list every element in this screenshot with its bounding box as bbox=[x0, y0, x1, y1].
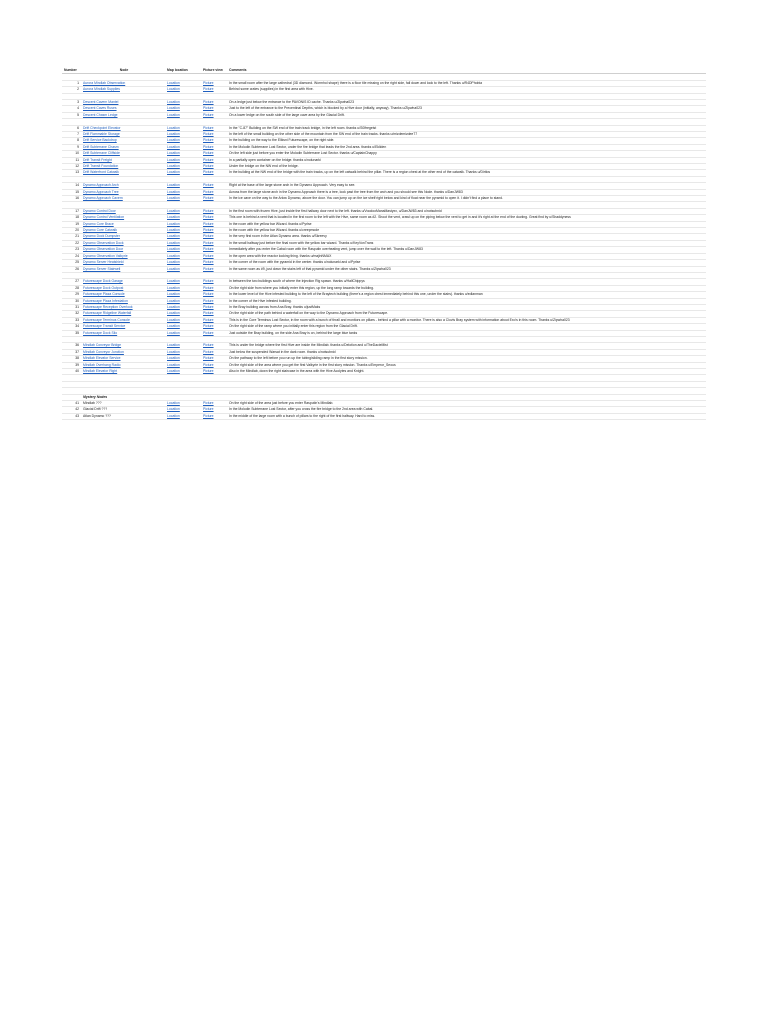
node-name-link[interactable]: Dynamo Approach Arch bbox=[83, 183, 119, 188]
location-link[interactable]: Location bbox=[167, 362, 180, 367]
comment-cell: On the right side of the area where you get the first Valkyrie in the first story mission. Thanks u/Emperor_Seous bbox=[228, 362, 706, 368]
column-header-picture-view: Picture view bbox=[202, 68, 228, 74]
comment-cell: In a partially open container on the bridge. thanks u/nolunarki bbox=[228, 157, 706, 163]
node-name-link[interactable]: Dynamo Server Stairwell bbox=[83, 266, 121, 271]
comment-cell: On the right side from where you initially enter this region, up the long ramp towards the building. bbox=[228, 285, 706, 291]
node-name-link[interactable]: Mindlab Elevator Right bbox=[83, 368, 118, 373]
picture-link[interactable]: Picture bbox=[203, 80, 214, 85]
location-link[interactable]: Location bbox=[167, 144, 180, 149]
comment-cell: In the middle of the large room with a bunch of pillars to the right of the first hallway. Hard to miss. bbox=[228, 413, 706, 419]
node-number: 12 bbox=[62, 164, 82, 170]
location-link[interactable]: Location bbox=[167, 157, 180, 162]
comment-cell: This is in the Core Terminus Lost Sector, in the room with a bunch of thrall and monitors on pillars - behind a pillar with a monitor. There is also a Clovis Bray system with information about Exo's in this room. Thanks u/Zipwha023 bbox=[228, 317, 706, 323]
picture-link[interactable]: Picture bbox=[203, 234, 214, 239]
location-link[interactable]: Location bbox=[167, 279, 180, 284]
node-number: 29 bbox=[62, 292, 82, 298]
location-link[interactable]: Location bbox=[167, 311, 180, 316]
picture-link[interactable]: Picture bbox=[203, 279, 214, 284]
node-number: 19 bbox=[62, 221, 82, 227]
comment-cell: Right at the base of the large stone arch in the Dynamo Approach. Very easy to see. bbox=[228, 183, 706, 189]
node-number: 43 bbox=[62, 413, 82, 419]
comment-cell: In the corner of the Hive infested building. bbox=[228, 298, 706, 304]
node-name-link[interactable]: Dynamo Server Heatshield bbox=[83, 260, 124, 265]
location-link[interactable]: Location bbox=[167, 196, 180, 201]
comment-cell: In the "C-87" Building on the SW end of the train track bridge, in the left room. thanks u/S0lfregeist bbox=[228, 125, 706, 131]
node-name-link[interactable]: Dynamo Core Brace bbox=[83, 221, 114, 226]
node-name-link[interactable]: Dynamo Dock Dumpster bbox=[83, 234, 120, 239]
location-link[interactable]: Location bbox=[167, 324, 180, 329]
node-number: 15 bbox=[62, 189, 82, 195]
picture-link[interactable]: Picture bbox=[203, 164, 214, 169]
node-name-link[interactable]: Futurescape Reception Overlook bbox=[83, 304, 133, 309]
node-number: 26 bbox=[62, 266, 82, 272]
node-number: 34 bbox=[62, 324, 82, 330]
node-number: 4 bbox=[62, 106, 82, 112]
location-link[interactable]: Location bbox=[167, 317, 180, 322]
node-name-link[interactable]: Drift Waterfront Catwalk bbox=[83, 170, 119, 175]
node-name: Mindlab ??? bbox=[82, 400, 166, 406]
picture-link[interactable]: Picture bbox=[203, 208, 214, 213]
picture-link[interactable]: Picture bbox=[203, 151, 214, 156]
picture-link[interactable]: Picture bbox=[203, 362, 214, 367]
location-link[interactable]: Location bbox=[167, 132, 180, 137]
node-name-link[interactable]: Dynamo Approach Cavern bbox=[83, 196, 123, 201]
comment-cell: On the right side of the ramp where you initially enter this region from the Glacial Drift. bbox=[228, 324, 706, 330]
picture-link[interactable]: Picture bbox=[203, 240, 214, 245]
node-name-link[interactable]: Drift Flammable Storage bbox=[83, 132, 120, 137]
node-number: 13 bbox=[62, 170, 82, 176]
comment-cell: In the same room as #9, just down the stairs left of that pyramid under the other stairs. Thanks u/Zipwha023 bbox=[228, 266, 706, 272]
comment-cell: In the Bray building across from Ana Bray. thanks u/justMaks bbox=[228, 304, 706, 310]
location-link[interactable]: Location bbox=[167, 221, 180, 226]
picture-link[interactable]: Picture bbox=[203, 247, 214, 252]
location-link[interactable]: Location bbox=[167, 298, 180, 303]
column-header-number: Number bbox=[62, 68, 82, 74]
comment-cell: In the Molodin Subterrane Lost Sector, after you cross the fire bridge to the 2nd area with Cabal. bbox=[228, 407, 706, 413]
picture-link[interactable]: Picture bbox=[203, 132, 214, 137]
node-name-link[interactable]: Aurora Mindlab Supplies bbox=[83, 87, 120, 92]
picture-link[interactable]: Picture bbox=[203, 170, 214, 175]
node-number: 28 bbox=[62, 285, 82, 291]
node-number: 39 bbox=[62, 362, 82, 368]
picture-link[interactable]: Picture bbox=[203, 292, 214, 297]
location-link[interactable]: Location bbox=[167, 400, 180, 405]
node-number: 6 bbox=[62, 125, 82, 131]
location-link[interactable]: Location bbox=[167, 80, 180, 85]
picture-link[interactable]: Picture bbox=[203, 112, 214, 117]
location-link[interactable]: Location bbox=[167, 100, 180, 104]
location-link[interactable]: Location bbox=[167, 349, 180, 354]
node-number: 17 bbox=[62, 208, 82, 214]
node-number: 40 bbox=[62, 368, 82, 374]
column-header-map-location: Map location bbox=[166, 68, 202, 74]
picture-link[interactable]: Picture bbox=[203, 317, 214, 322]
picture-link[interactable]: Picture bbox=[203, 400, 214, 405]
comment-cell: On the pathway to the left before you run up the tubing/sliding ramp in the first story mission. bbox=[228, 356, 706, 362]
node-number: 22 bbox=[62, 240, 82, 246]
picture-link[interactable]: Picture bbox=[203, 349, 214, 354]
location-link[interactable]: Location bbox=[167, 413, 180, 418]
node-number: 16 bbox=[62, 196, 82, 202]
node-number: 8 bbox=[62, 138, 82, 144]
location-link[interactable]: Location bbox=[167, 189, 180, 194]
picture-link[interactable]: Picture bbox=[203, 266, 214, 271]
node-number: 3 bbox=[62, 100, 82, 106]
node-name-link[interactable]: Futurescape Plaza Infestation bbox=[83, 298, 128, 303]
picture-link[interactable]: Picture bbox=[203, 285, 214, 290]
node-name-link[interactable]: Drift Checkpoint Elevator bbox=[83, 125, 121, 130]
node-name-link[interactable]: Drift Transit Foundation bbox=[83, 164, 119, 169]
location-link[interactable]: Location bbox=[167, 228, 180, 233]
node-number: 25 bbox=[62, 260, 82, 266]
location-link[interactable]: Location bbox=[167, 125, 180, 130]
picture-link[interactable]: Picture bbox=[203, 100, 214, 104]
node-number: 21 bbox=[62, 234, 82, 240]
picture-link[interactable]: Picture bbox=[203, 138, 214, 143]
node-name-link[interactable]: Descent Chasm Ledge bbox=[83, 112, 118, 117]
node-number: 2 bbox=[62, 87, 82, 93]
comment-cell: In the left of the small building on the other side of the mountain from the SW end of the train tracks. thanks u/mizdemizdee77 bbox=[228, 132, 706, 138]
node-name-link[interactable]: Futurescape Terminus Console bbox=[83, 317, 130, 322]
picture-link[interactable]: Picture bbox=[203, 87, 214, 92]
comment-cell: Just outside the Bray building, on the side Ana Bray is on, behind the large blue tanks bbox=[228, 330, 706, 336]
picture-link[interactable]: Picture bbox=[203, 356, 214, 361]
node-number: 33 bbox=[62, 317, 82, 323]
location-link[interactable]: Location bbox=[167, 285, 180, 290]
node-name-link[interactable]: Drift Subterrane Chasm bbox=[83, 144, 119, 149]
location-link[interactable]: Location bbox=[167, 330, 180, 335]
comment-cell: On a lower ledge on the south side of the large cave area by the Glacial Drift. bbox=[228, 112, 706, 118]
node-name-link[interactable]: Futurescape Plaza Console bbox=[83, 292, 125, 297]
location-link[interactable]: Location bbox=[167, 183, 180, 188]
location-link[interactable]: Location bbox=[167, 170, 180, 175]
comment-cell: On the right side of the path behind a waterfall on the way to the Dynamo Approach from the Futurescape. bbox=[228, 311, 706, 317]
location-link[interactable]: Location bbox=[167, 266, 180, 271]
comment-cell: In the small room after the large cathedral (3D diamond. Wormhol shape) there is a floor tile missing on the right side, fall down and look to the left. Thanks u/R4DPhobia bbox=[228, 80, 706, 86]
node-name-link[interactable]: Mindlab Overhang Radio bbox=[83, 362, 121, 367]
location-link[interactable]: Location bbox=[167, 343, 180, 348]
comment-cell: In the small hallway just before the final room with the yellow bar wizard. Thanks u/KeyVonTrans bbox=[228, 240, 706, 246]
node-name-link[interactable]: Descent Cavern Mantel bbox=[83, 100, 119, 104]
location-link[interactable]: Location bbox=[167, 253, 180, 258]
node-number: 27 bbox=[62, 279, 82, 285]
comment-cell: On the left side just before you enter the Molodin Subterrane Lost Sector. thanks u/CaptainChappy bbox=[228, 151, 706, 157]
node-name-link[interactable]: Futurescape Dock Silo bbox=[83, 330, 118, 335]
node-number: 9 bbox=[62, 144, 82, 150]
node-row bbox=[62, 413, 706, 419]
sheet-body bbox=[62, 68, 706, 420]
picture-link[interactable]: Picture bbox=[203, 228, 214, 233]
comment-cell: In the corner of the room with the pyramid in the center. thanks u/nolunarki and u/Pyrlse bbox=[228, 260, 706, 266]
node-name-link[interactable]: Futurescape Ridgeline Waterfall bbox=[83, 311, 132, 316]
node-number: 35 bbox=[62, 330, 82, 336]
comment-cell: In between the two buildings south of where the Injection Rig spawn. thanks u/HallChippys bbox=[228, 279, 706, 285]
picture-link[interactable]: Picture bbox=[203, 189, 214, 194]
node-number: 24 bbox=[62, 253, 82, 259]
node-name-link[interactable]: Drift Subterrane Cliffside bbox=[83, 151, 120, 156]
picture-link[interactable]: Picture bbox=[203, 343, 214, 348]
location-link[interactable]: Location bbox=[167, 87, 180, 92]
comment-cell: Across from the large stone arch in the Dynamo Approach there is a tree, look past the tree from the arch and you should see this Node. thanks u/DanJW83 bbox=[228, 189, 706, 195]
column-header-node: Node bbox=[82, 68, 166, 74]
picture-view-cell bbox=[202, 413, 228, 419]
node-number: 23 bbox=[62, 247, 82, 253]
comment-cell: In the building on the way to the Eliksni Futurescape, on the right side. bbox=[228, 138, 706, 144]
picture-link[interactable]: Picture bbox=[203, 215, 214, 220]
column-header-comments: Comments bbox=[228, 68, 706, 74]
comment-cell: Just to the left of the entrance to the Precentinal Depths, which is blocked by a Hive door (initially, anyway). Thanks u/Zipwha023 bbox=[228, 106, 706, 112]
comment-cell: On a ledge just below the entrance to the PAVONIS ID cache. Thanks u/Zipwha023 bbox=[228, 100, 706, 106]
picture-link[interactable]: Picture bbox=[203, 196, 214, 201]
node-name-link[interactable]: Dynamo Observation Door bbox=[83, 247, 124, 252]
location-link[interactable]: Location bbox=[167, 106, 180, 111]
comment-cell: In the room with the yellow bar Wizard. thanks u/Pyrlse bbox=[228, 221, 706, 227]
picture-link[interactable]: Picture bbox=[203, 330, 214, 335]
comment-cell: On the right side of the area just before you enter Rasputin's Mindlab. bbox=[228, 400, 706, 406]
node-number: 30 bbox=[62, 298, 82, 304]
location-link[interactable]: Location bbox=[167, 260, 180, 265]
map-location-cell bbox=[166, 413, 202, 419]
location-link[interactable]: Location bbox=[167, 304, 180, 309]
node-name-link[interactable]: Aurora Mindlab Observation bbox=[83, 80, 126, 85]
picture-link[interactable]: Picture bbox=[203, 368, 214, 373]
location-link[interactable]: Location bbox=[167, 151, 180, 156]
node-number: 5 bbox=[62, 112, 82, 118]
node-name-link[interactable]: Dynamo Control Ventilation bbox=[83, 215, 125, 220]
node-name-link[interactable]: Dynamo Core Catwalk bbox=[83, 228, 117, 233]
node-number: 36 bbox=[62, 343, 82, 349]
nodes-spreadsheet bbox=[62, 68, 706, 420]
picture-link[interactable]: Picture bbox=[203, 183, 214, 188]
location-link[interactable]: Location bbox=[167, 292, 180, 297]
section-title: Mystery Nodes bbox=[82, 394, 166, 400]
node-number: 14 bbox=[62, 183, 82, 189]
picture-link[interactable]: Picture bbox=[203, 157, 214, 162]
picture-link[interactable]: Picture bbox=[203, 125, 214, 130]
node-name-link[interactable]: Dynamo Approach Tree bbox=[83, 189, 119, 194]
picture-link[interactable]: Picture bbox=[203, 413, 214, 418]
comment-cell: In the room with the yellow bar Wizard. thanks u/creepmode bbox=[228, 228, 706, 234]
location-link[interactable]: Location bbox=[167, 234, 180, 239]
comment-cell: In the ice cave on the way to the Arlow Dynamo, above the door. You can jump up on the ice shelf right below and kind of float near the pyramid to open it. I didn't find a place to stand. bbox=[228, 196, 706, 202]
node-number: 7 bbox=[62, 132, 82, 138]
node-number: 31 bbox=[62, 304, 82, 310]
comment-cell: In the Molodin Subterrane Lost Sector, under the fire bridge that leads the the 2nd area. thanks u/Ekliden bbox=[228, 144, 706, 150]
comment-cell: This one is behind a vent that is located in the first room to the left with the Hive, same room as #2. Shoot the vent, crawl up on the piping below the vent to get in and it's right at the end of the ducting. Great find by u/Shaddyness bbox=[228, 215, 706, 221]
node-number: 32 bbox=[62, 311, 82, 317]
comment-cell: Also in the Mindlab, down the right staircase in the area with the Hive Acolytes and Knight. bbox=[228, 368, 706, 374]
node-name-link[interactable]: Mindlab Conveyor Bridge bbox=[83, 343, 122, 348]
picture-link[interactable]: Picture bbox=[203, 324, 214, 329]
picture-link[interactable]: Picture bbox=[203, 304, 214, 309]
location-link[interactable]: Location bbox=[167, 112, 180, 117]
node-number: 37 bbox=[62, 349, 82, 355]
node-name-link[interactable]: Futurescape Dock Garage bbox=[83, 279, 123, 284]
node-name-link[interactable]: Mindlab Elevator Service bbox=[83, 356, 121, 361]
comment-cell: Just below the suspended Warsat in the dark room. thanks u/notsubnid bbox=[228, 349, 706, 355]
picture-link[interactable]: Picture bbox=[203, 407, 214, 412]
node-number: 42 bbox=[62, 407, 82, 413]
comment-cell: This is under the bridge where the first Hive are inside the Mindlab. thanks u/Delotion and u/TheDacieMist bbox=[228, 343, 706, 349]
location-link[interactable]: Location bbox=[167, 240, 180, 245]
node-number: 18 bbox=[62, 215, 82, 221]
comment-cell: Under the bridge on the NW end of the bridge. bbox=[228, 164, 706, 170]
comment-cell: In the first room with frozen Hive, just inside the first hallway door next to the left. thanks u/VoodooManaMastyxx, u/DanJW83 and u/notsubnid bbox=[228, 208, 706, 214]
location-link[interactable]: Location bbox=[167, 356, 180, 361]
node-name: Atlan Dynamo ??? bbox=[82, 413, 166, 419]
location-link[interactable]: Location bbox=[167, 247, 180, 252]
node-number: 10 bbox=[62, 151, 82, 157]
picture-link[interactable]: Picture bbox=[203, 298, 214, 303]
comment-cell: In the very first room in the Atlan Dynamo area. thanks u/Skreevy bbox=[228, 234, 706, 240]
node-name-link[interactable]: Dynamo Observation Dock bbox=[83, 240, 124, 245]
location-link[interactable]: Location bbox=[167, 164, 180, 169]
node-name-link[interactable]: Futurescape Dock Outpost bbox=[83, 285, 124, 290]
picture-link[interactable]: Picture bbox=[203, 253, 214, 258]
picture-link[interactable]: Picture bbox=[203, 311, 214, 316]
location-link[interactable]: Location bbox=[167, 215, 180, 220]
comment-cell: In the building at the NW end of the bridge with the train tracks, up on the left catwalk behind the pillar. There is a region chest at the other end of the catwalk. Thanks u/Dirtlos bbox=[228, 170, 706, 176]
node-number: 1 bbox=[62, 80, 82, 86]
picture-link[interactable]: Picture bbox=[203, 221, 214, 226]
comment-cell: In the lower level of the Hive infested building to the left of the Braytech building (there's a region chest immediately behind this one, under the stairs). thanks u/edlanman bbox=[228, 292, 706, 298]
node-name-link[interactable]: Futurescape Transit Service bbox=[83, 324, 126, 329]
node-name-link[interactable]: Drift Service Backdrop bbox=[83, 138, 117, 143]
node-number: 20 bbox=[62, 228, 82, 234]
comment-cell: Immediately after you enter the Cabal room with the Rasputin overheating vent, jump over the wall to the left. Thanks u/DanJW83 bbox=[228, 247, 706, 253]
comment-cell: In the open area with the reactor looking thing. thanks u/majinNMAX bbox=[228, 253, 706, 259]
node-name-link[interactable]: Descent Caves Ruses bbox=[83, 106, 117, 111]
node-name: Glacial Drift ??? bbox=[82, 407, 166, 413]
comment-cell: Behind some crates (supplies) in the first area with Hive. bbox=[228, 87, 706, 93]
node-number: 11 bbox=[62, 157, 82, 163]
picture-link[interactable]: Picture bbox=[203, 106, 214, 111]
location-link[interactable]: Location bbox=[167, 368, 180, 373]
picture-link[interactable]: Picture bbox=[203, 260, 214, 265]
node-name-link[interactable]: Mindlab Conveyor Junction bbox=[83, 349, 124, 354]
node-name-link[interactable]: Dynamo Control Door bbox=[83, 208, 116, 213]
node-name-link[interactable]: Dynamo Observation Valkyrie bbox=[83, 253, 128, 258]
location-link[interactable]: Location bbox=[167, 407, 180, 412]
node-number: 38 bbox=[62, 356, 82, 362]
node-name-link[interactable]: Drift Transit Freight bbox=[83, 157, 112, 162]
location-link[interactable]: Location bbox=[167, 138, 180, 143]
location-link[interactable]: Location bbox=[167, 208, 180, 213]
node-number: 41 bbox=[62, 400, 82, 406]
picture-link[interactable]: Picture bbox=[203, 144, 214, 149]
